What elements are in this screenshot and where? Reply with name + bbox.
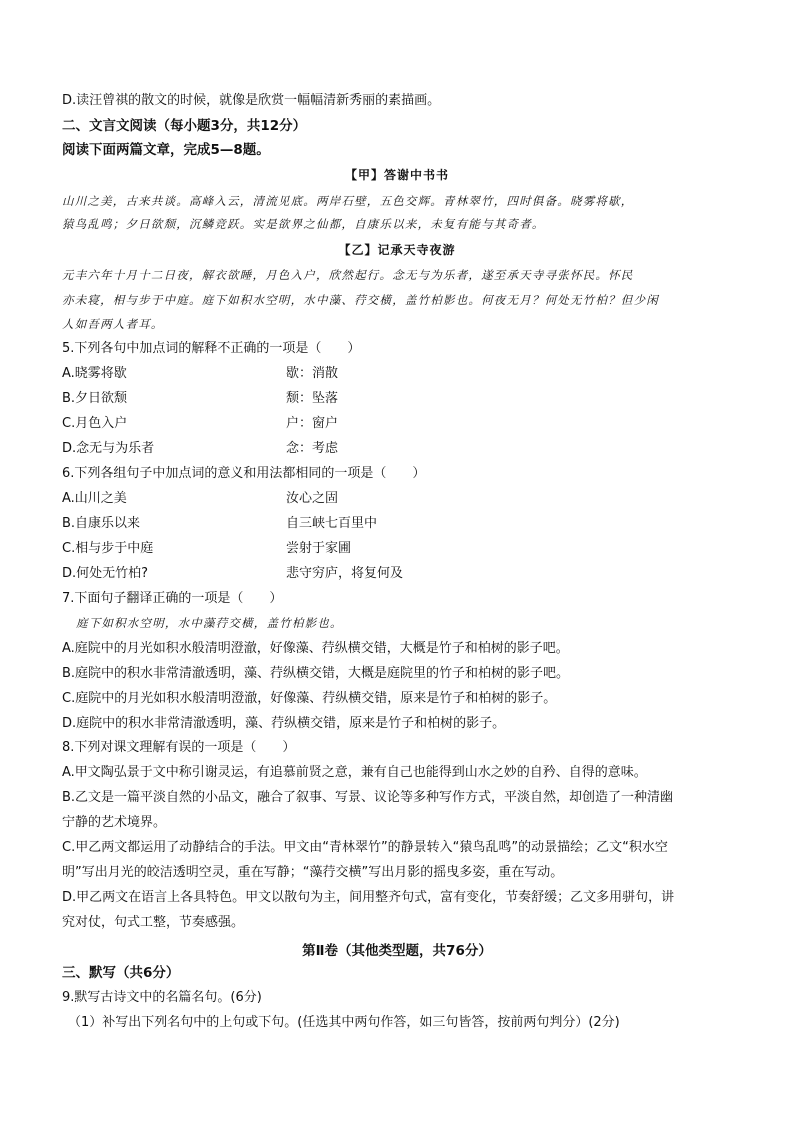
q4-option-d: D.读汪曾祺的散文的时候，就像是欣赏一幅幅清新秀丽的素描画。 bbox=[62, 93, 441, 108]
q7-quoted-sentence: 庭下如积水空明，水中藻荇交横，盖竹柏影也。 bbox=[76, 616, 343, 630]
q5-option-left: C.月色入户 bbox=[62, 416, 128, 431]
passage-b-line-2: 亦未寝，相与步于中庭。庭下如积水空明，水中藻、荇交横，盖竹柏影也。何夜无月？何处无竹柏？但少闲 bbox=[62, 293, 659, 307]
q8-option-b-line-2: 宁静的艺术境界。 bbox=[62, 815, 167, 830]
q5-option-right: 颓：坠落 bbox=[286, 391, 339, 406]
q8-option-a: A.甲文陶弘景于文中称引谢灵运，有追慕前贤之意，兼有自己也能得到山水之妙的自矜、自得的意味。 bbox=[62, 765, 647, 780]
q8-option-c-line-1: C.甲乙两文都运用了动静结合的手法。甲文由“青林翠竹”的静景转入“猿鸟乱鸣”的动景描绘；乙文“积水空 bbox=[62, 840, 668, 855]
q7-option-b: B.庭院中的积水非常清澈透明，藻、荇纵横交错，大概是庭院里的竹子和柏树的影子吧。 bbox=[62, 666, 570, 681]
q5-option-left: B.夕日欲颓 bbox=[62, 391, 128, 406]
q8-option-b-line-1: B.乙文是一篇平淡自然的小品文，融合了叙事、写景、议论等多种写作方式，平淡自然，却创造了一种清幽 bbox=[62, 790, 674, 805]
q6-option-right: 自三峡七百里中 bbox=[286, 516, 378, 531]
q6-option-right: 汝心之固 bbox=[286, 491, 339, 506]
q5-option-left: D.念无与为乐者 bbox=[62, 441, 155, 456]
reading-instruction: 阅读下面两篇文章，完成5—8题。 bbox=[62, 142, 270, 158]
q7-option-a: A.庭院中的月光如积水般清明澄澈，好像藻、荇纵横交错，大概是竹子和柏树的影子吧。 bbox=[62, 641, 569, 656]
q7-option-c: C.庭院中的月光如积水般清明澄澈，好像藻、荇纵横交错，原来是竹子和柏树的影子。 bbox=[62, 691, 557, 706]
q8-option-d-line-1: D.甲乙两文在语言上各具特色。甲文以散句为主，间用整齐句式，富有变化，节奏舒缓；乙文多用骈句，讲 bbox=[62, 890, 675, 905]
q6-option-left: D.何处无竹柏? bbox=[62, 566, 149, 581]
passage-b-line-3: 人如吾两人者耳。 bbox=[62, 317, 164, 331]
question-9: 9.默写古诗文中的名篇名句。(6分) bbox=[62, 990, 262, 1005]
section-2-heading: 二、文言文阅读（每小题3分，共12分） bbox=[62, 118, 307, 134]
q9-part-1: （1）补写出下列名句中的上句或下句。(任选其中两句作答，如三句皆答，按前两句判分）(2分) bbox=[68, 1015, 620, 1030]
passage-b-line-1: 元丰六年十月十二日夜，解衣欲睡，月色入户，欣然起行。念无与为乐者，遂至承天寺寻张怀民。怀民 bbox=[62, 268, 634, 282]
q6-option-right: 尝射于家圃 bbox=[286, 541, 352, 556]
q8-option-d-line-2: 究对仗，句式工整，节奏感强。 bbox=[62, 915, 245, 930]
question-8: 8.下列对课文理解有误的一项是（ ） bbox=[62, 740, 296, 755]
q5-option-right: 歇：消散 bbox=[286, 366, 339, 381]
q8-option-c-line-2: 明”写出月光的皎洁透明空灵，重在写静；“藻荇交横”写出月影的摇曳多姿，重在写动。 bbox=[62, 865, 564, 880]
passage-a-line-1: 山川之美，古来共谈。高峰入云，清流见底。两岸石壁，五色交辉。青林翠竹，四时俱备。晓雾将歇， bbox=[62, 194, 634, 208]
q6-option-left: C.相与步于中庭 bbox=[62, 541, 154, 556]
question-6: 6.下列各组句子中加点词的意义和用法都相同的一项是（ ） bbox=[62, 466, 426, 481]
q6-option-right: 悲守穷庐，将复何及 bbox=[286, 566, 404, 581]
section-3-heading: 三、默写（共6分） bbox=[62, 965, 180, 981]
passage-a-title: 【甲】答谢中书书 bbox=[344, 168, 449, 182]
passage-a-line-2: 猿鸟乱鸣；夕日欲颓，沉鳞竞跃。实是欲界之仙都，自康乐以来，未复有能与其奇者。 bbox=[62, 217, 545, 231]
q5-option-right: 户：窗户 bbox=[286, 416, 339, 431]
question-7: 7.下面句子翻译正确的一项是（ ） bbox=[62, 591, 283, 606]
q6-option-left: B.自康乐以来 bbox=[62, 516, 141, 531]
q5-option-right: 念：考虑 bbox=[286, 441, 339, 456]
question-5: 5.下列各句中加点词的解释不正确的一项是（ ） bbox=[62, 341, 361, 356]
volume-2-heading: 第Ⅱ卷（其他类型题，共76分） bbox=[302, 943, 492, 959]
q7-option-d: D.庭院中的积水非常清澈透明，藻、荇纵横交错，原来是竹子和柏树的影子。 bbox=[62, 716, 506, 731]
passage-b-title: 【乙】记承天寺夜游 bbox=[338, 243, 456, 257]
q6-option-left: A.山川之美 bbox=[62, 491, 127, 506]
q5-option-left: A.晓雾将歇 bbox=[62, 366, 127, 381]
